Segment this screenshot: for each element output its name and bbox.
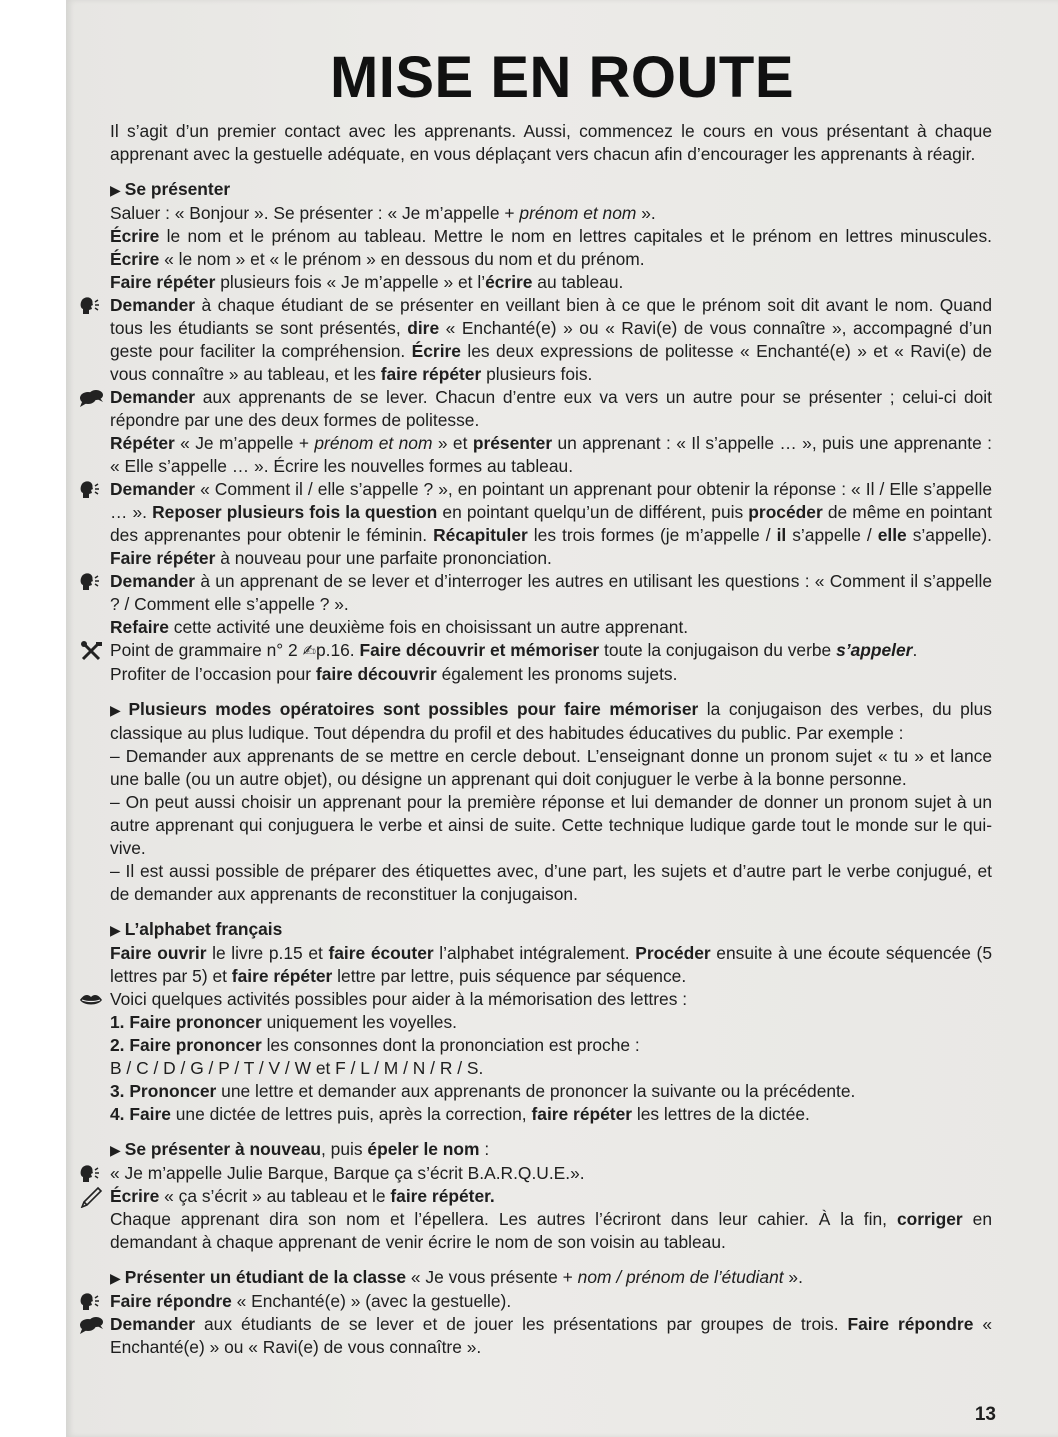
speech-bubbles-icon bbox=[78, 1313, 104, 1336]
triangle-bullet-icon: ▶ bbox=[110, 1142, 121, 1158]
paragraph-oral: Demander « Comment il / elle s’appelle ? », en pointant un apprenant pour obtenir la réponse : « Il / Elle s’appelle … ». Reposer plusieurs fois la question en pointant quelqu’un de différent, puis procéder de même en pointant des apprenantes pour obtenir le féminin. Récapituler les trois formes (je m’appelle / il s’appelle / elle s’appelle). Faire répéter à nouveau pour une parfaite prononciation. bbox=[110, 478, 992, 570]
speaking-head-icon bbox=[78, 1290, 104, 1313]
list-item: 4. Faire une dictée de lettres puis, après la correction, faire répéter les lettres de la dictée. bbox=[110, 1104, 810, 1124]
triangle-bullet-icon: ▶ bbox=[110, 702, 125, 718]
triangle-bullet-icon: ▶ bbox=[110, 182, 121, 198]
section-heading-alphabet: ▶ L’alphabet français bbox=[110, 919, 283, 939]
intro-paragraph: Il s’agit d’un premier contact avec les apprenants. Aussi, commencez le cours en vous présentant à chaque apprenant avec la gestuelle adéquate, en vous déplaçant vers chacun afin d’encourager les apprenants à réagir. bbox=[110, 121, 992, 164]
list-item: – On peut aussi choisir un apprenant pour la première réponse et lui demander de donner un pronom sujet à un autre apprenant qui conjuguera le verbe et ainsi de suite. Cette technique ludique garde tout le monde sur le qui-vive. bbox=[110, 792, 992, 858]
paragraph-oral: Demander à un apprenant de se lever et d’interroger les autres en utilisant les questions : « Comment il s’appelle ? / Comment elle s’appelle ? ». bbox=[110, 570, 992, 616]
page-content bbox=[110, 120, 992, 1359]
paragraph-writing: Écrire « ça s’écrit » au tableau et le faire répéter. bbox=[110, 1185, 992, 1208]
speech-bubbles-icon bbox=[78, 386, 104, 409]
list-item: – Il est aussi possible de préparer des étiquettes avec, d’une part, les sujets et d’autre part le verbe conjugué, et de demander aux apprenants de reconstituer la conjugaison. bbox=[110, 861, 992, 904]
section-heading-presenter-etudiant: ▶ Présenter un étudiant de la classe « Je vous présente + nom / prénom de l’étudiant ». bbox=[110, 1267, 803, 1287]
triangle-bullet-icon: ▶ bbox=[110, 1270, 121, 1286]
page-title: MISE EN ROUTE bbox=[329, 45, 795, 110]
paragraph: Écrire le nom et le prénom au tableau. Mettre le nom en lettres capitales et le prénom en lettres minuscules. Écrire « le nom » et « le prénom » en dessous du nom et du prénom. bbox=[110, 226, 992, 269]
paragraph-grammar: Point de grammaire n° 2 ✍p.16. Faire découvrir et mémoriser toute la conjugaison du verbe s’appeler. bbox=[110, 639, 992, 663]
paragraph-oral: « Je m’appelle Julie Barque, Barque ça s’écrit B.A.R.Q.U.E.». bbox=[110, 1162, 992, 1185]
paragraph: Faire répéter plusieurs fois « Je m’appelle » et l’écrire au tableau. bbox=[110, 272, 624, 292]
paragraph: Profiter de l’occasion pour faire découvrir également les pronoms sujets. bbox=[110, 664, 678, 684]
paragraph: Répéter « Je m’appelle + prénom et nom » et présenter un apprenant : « Il s’appelle … », puis une apprenante : « Elle s’appelle … ». Écrire les nouvelles formes au tableau. bbox=[110, 433, 993, 476]
book-reference-icon: ✍ bbox=[302, 643, 316, 660]
section-heading-epeler: ▶ Se présenter à nouveau, puis épeler le nom : bbox=[110, 1139, 490, 1159]
paragraph-interaction: Demander aux étudiants de se lever et de jouer les présentations par groupes de trois. Faire répondre « Enchanté(e) » ou « Ravi(e) de vous connaître ». bbox=[110, 1313, 992, 1359]
speaking-head-icon bbox=[78, 294, 104, 317]
document-page bbox=[66, 0, 1058, 1437]
page-margin bbox=[0, 0, 66, 1437]
section-heading-modes-operatoires: ▶ Plusieurs modes opératoires sont possibles pour faire mémoriser la conjugaison des verbes, du plus classique au plus ludique. Tout dépendra du profil et des habitudes éducatives du public. Par exemple : bbox=[110, 699, 992, 743]
paragraph-oral: Faire répondre « Enchanté(e) » (avec la gestuelle). bbox=[110, 1290, 992, 1313]
tools-icon bbox=[78, 639, 104, 662]
paragraph-oral: Demander à chaque étudiant de se présenter en veillant bien à ce que le prénom soit dit avant le nom. Quand tous les étudiants se sont présentés, dire « Enchanté(e) » ou « Ravi(e) de vous connaître », accompagné d’un geste pour faciliter la compréhension. Écrire les deux expressions de politesse « Enchanté(e) » et « Ravi(e) de vous connaître » au tableau, et les faire répéter plusieurs fois. bbox=[110, 294, 992, 386]
list-item-letters: B / C / D / G / P / T / V / W et F / L / M / N / R / S. bbox=[110, 1058, 484, 1078]
pen-icon bbox=[78, 1185, 104, 1208]
paragraph: Saluer : « Bonjour ». Se présenter : « Je m’appelle + prénom et nom ». bbox=[110, 203, 656, 223]
triangle-bullet-icon: ▶ bbox=[110, 922, 121, 938]
list-item: 3. Prononcer une lettre et demander aux apprenants de prononcer la suivante ou la précédente. bbox=[110, 1081, 856, 1101]
list-item: 1. Faire prononcer uniquement les voyelles. bbox=[110, 1012, 458, 1032]
paragraph: Faire ouvrir le livre p.15 et faire écouter l’alphabet intégralement. Procéder ensuite à une écoute séquencée (5 lettres par 5) et faire répéter lettre par lettre, puis séquence par séquence. bbox=[110, 943, 993, 986]
paragraph: Refaire cette activité une deuxième fois en choisissant un autre apprenant. bbox=[110, 617, 689, 637]
list-item: – Demander aux apprenants de se mettre en cercle debout. L’enseignant donne un pronom sujet « tu » et lance une balle (ou un autre objet), ou désigne un apprenant qui doit conjuguer le verbe à la bonne personne. bbox=[110, 746, 992, 789]
speaking-head-icon bbox=[78, 478, 104, 501]
speaking-head-icon bbox=[78, 1162, 104, 1185]
list-item: 2. Faire prononcer les consonnes dont la prononciation est proche : bbox=[110, 1035, 640, 1055]
paragraph-pronunciation: Voici quelques activités possibles pour aider à la mémorisation des lettres : bbox=[110, 988, 992, 1011]
paragraph-interaction: Demander aux apprenants de se lever. Chacun d’entre eux va vers un autre pour se présenter ; celui-ci doit répondre par une des deux formes de politesse. bbox=[110, 386, 992, 432]
speaking-head-icon bbox=[78, 570, 104, 593]
paragraph: Chaque apprenant dira son nom et l’épellera. Les autres l’écriront dans leur cahier. À la fin, corriger en demandant à chaque apprenant de venir écrire le nom de son voisin au tableau. bbox=[110, 1209, 992, 1252]
page-number: 13 bbox=[974, 1404, 996, 1425]
section-heading-se-presenter: ▶ Se présenter bbox=[110, 179, 231, 199]
lips-icon bbox=[78, 988, 104, 1011]
